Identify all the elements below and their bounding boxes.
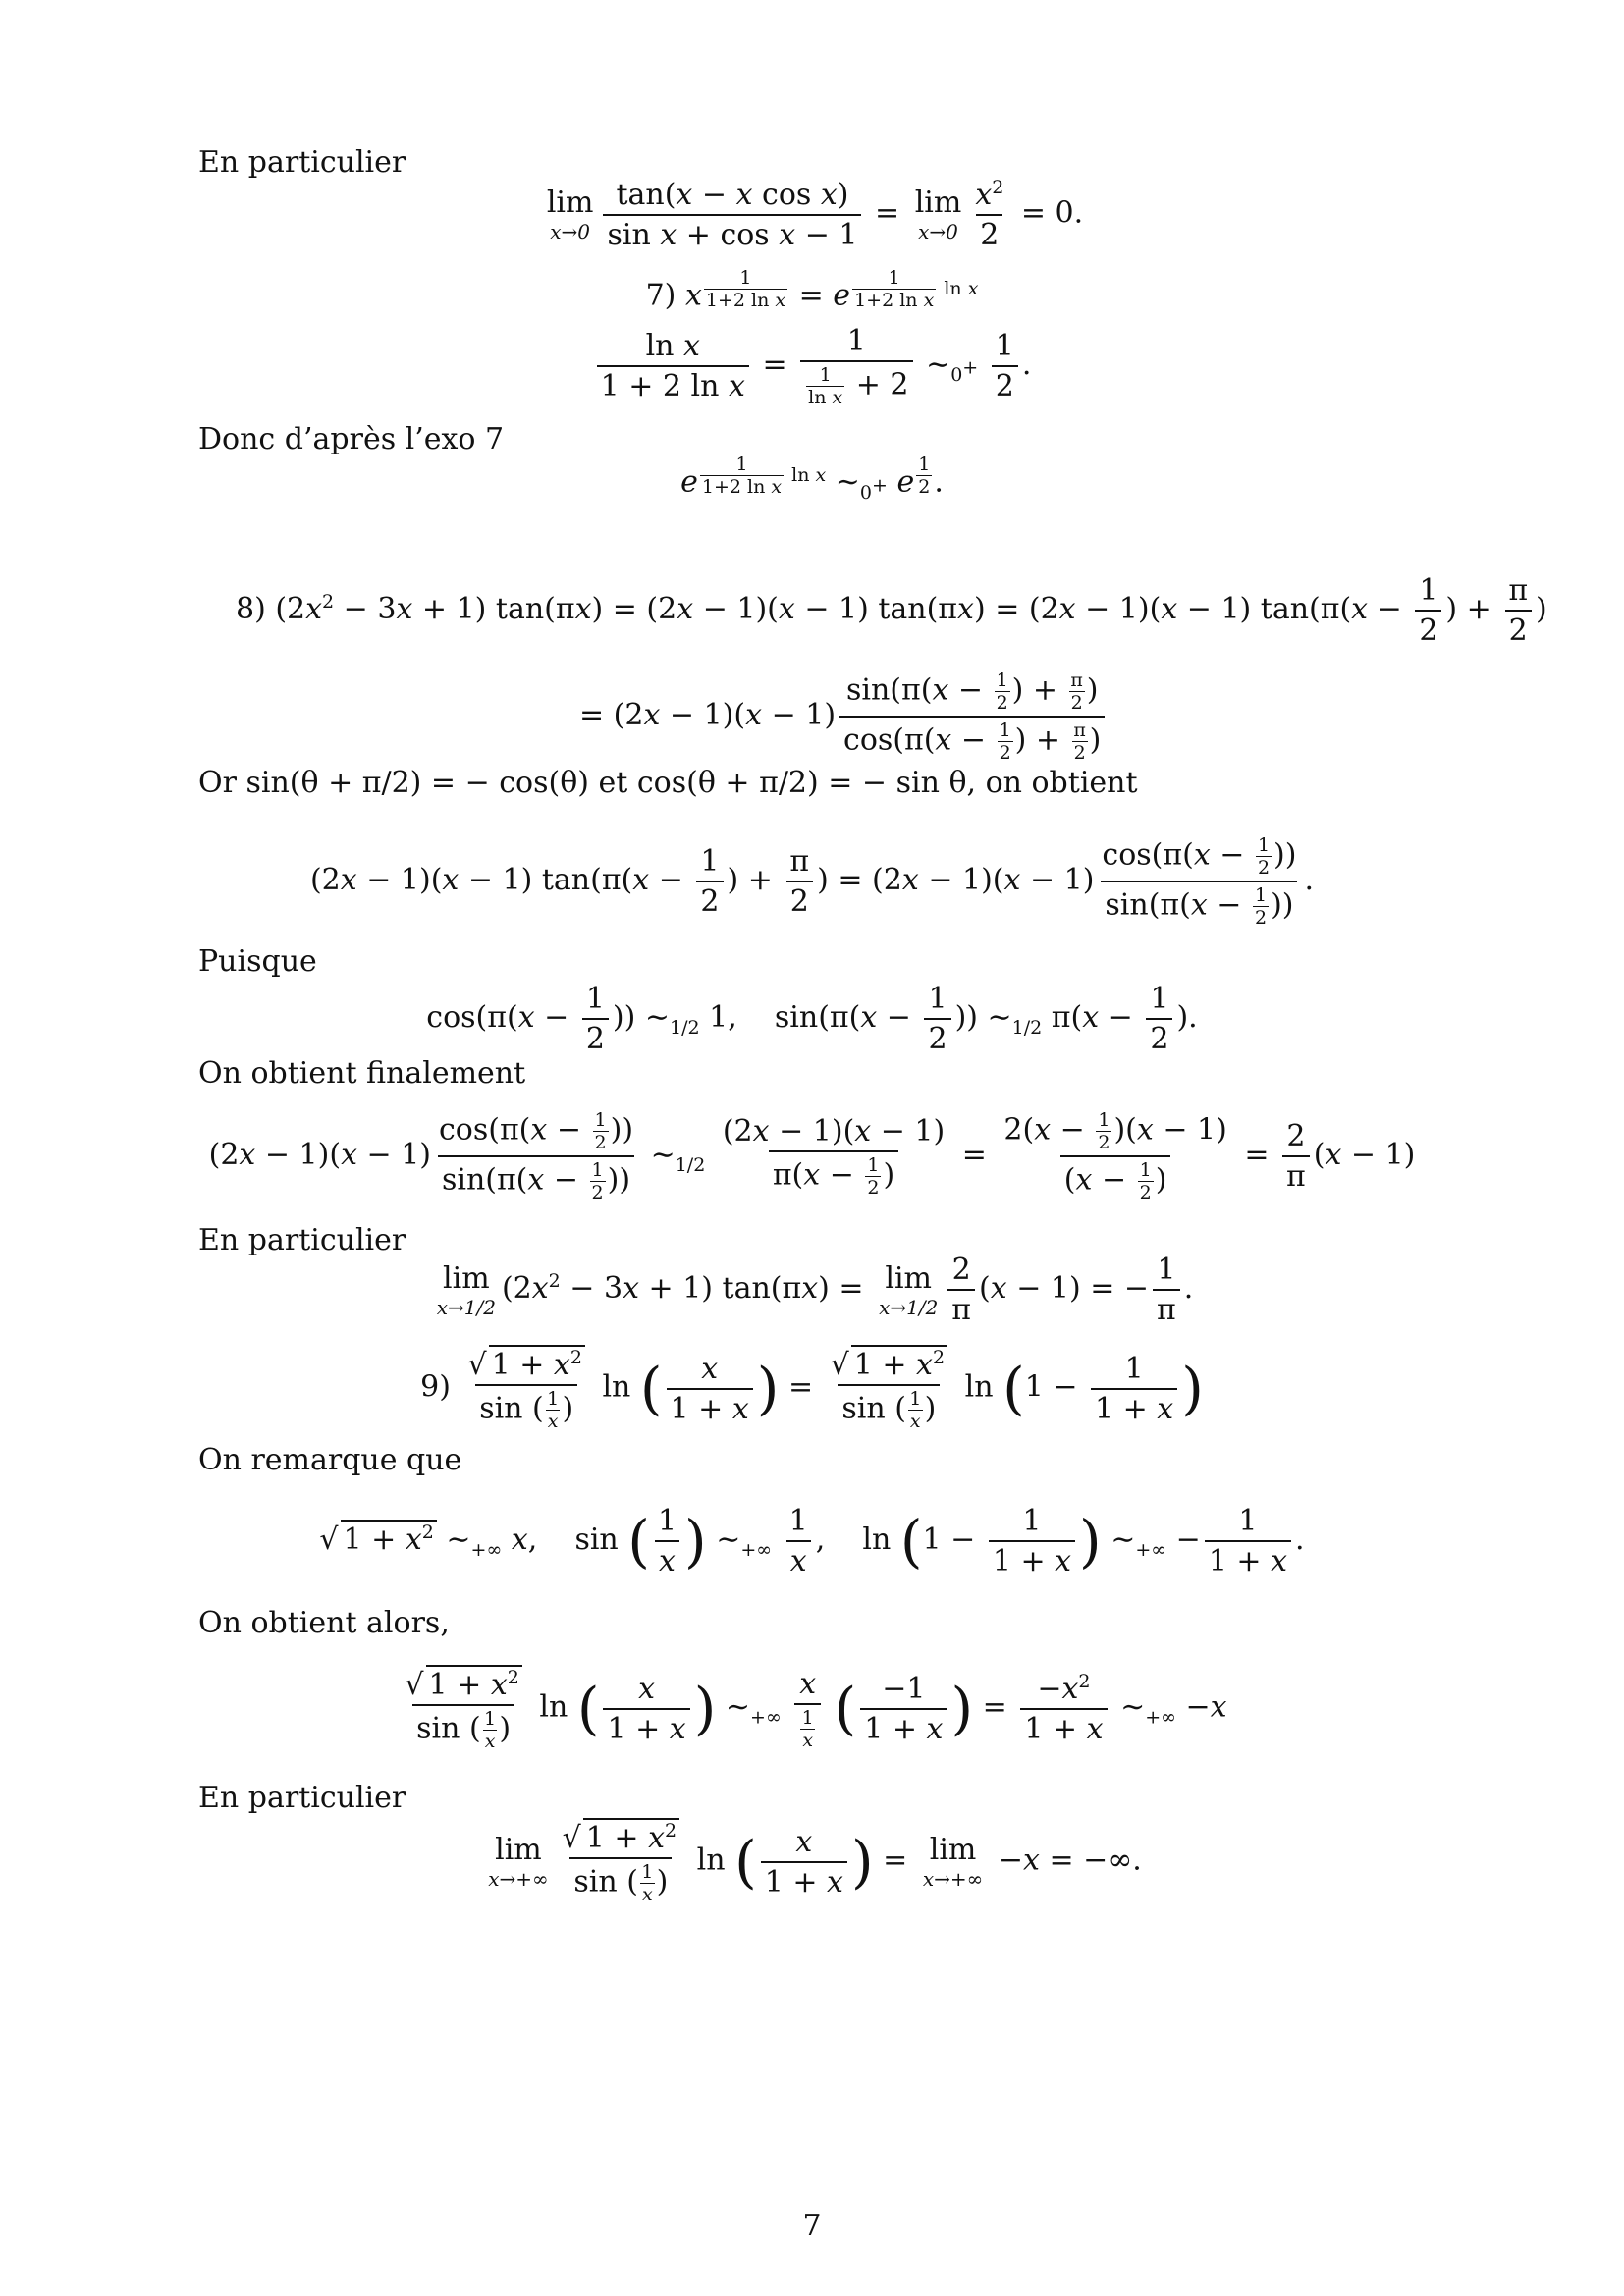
paragraph-on-obtient-alors: On obtient alors, (198, 1606, 450, 1640)
equation-limit-8: lim x→1/2 $(2x^2 - 3x + 1) \tan(\pi x)$ = lim x→1/2 $\frac{2}{\pi}$ (x − 1) = − $\frac{1}{\pi}$ . (436, 1253, 1194, 1327)
paragraph-en-particulier-2: En particulier (198, 1223, 406, 1257)
item-7-label: 7) (645, 278, 677, 313)
equation-ln-ratio: $\frac{\text{ln x}}{\text{1 + 2 ln x}}$ = 1 $\frac{1}{\text{ln x}}$ + 2 $\sim_{0^+}$ $\frac{1}{2}$ . (0, 324, 1624, 408)
paragraph-on-remarque: On remarque que (198, 1443, 462, 1477)
equation-item-7: 7) x $^{\frac{1}{\text{1+2 ln x}}}$ = e $^{\frac{1}{\text{1+2 ln x}} ln x}$ (645, 267, 979, 313)
paragraph-en-particulier-3: En particulier (198, 1781, 406, 1815)
equation-equiv-9: √ $1 + x^2$ sin ( $\frac{1}{x}$ ) ln ( $\frac{x}{1 + x}$ ) $\sim_{+\infty}$ $\frac{x}{\frac{1}{x}}$ ( $\frac{-1}{1 + x}$ ) = $\frac{-x^2}{1 + x}$ $\sim_{+\infty} -x$ (405, 1666, 1227, 1752)
page-number: 7 (802, 2209, 822, 2243)
equation-final-equiv: (2x − 1)(x − 1) cos(π(x − $\frac{1}{2}$ )) sin(π(x − $\frac{1}{2}$ )) $\sim_{1/2}$ (2x − 1)(x − 1) π(x − $\frac{1}{2}$ ) = 2(x − $\frac{1}{2}$ )(x − 1) (x − $\frac{1}{2}$ ) = $\frac{2}{\pi}$ (x − 1) (208, 1109, 1416, 1203)
equation-limit-9: lim x→+∞ √ $1 + x^2$ sin ( $\frac{1}{x}$ ) ln ( $\frac{x}{1 + x}$ ) = lim x→+∞ −x = −∞. (488, 1820, 1142, 1905)
equation-equivalents-9: √ $1 + x^2$ $\sim_{+\infty}$ x, sin ( $\frac{1}{x}$ ) $\sim_{+\infty}$ $\frac{1}{x}$ , ln (1 − $\frac{1}{1 + x}$ ) $\sim_{+\infty}$ − $\frac{1}{1 + x}$ . (319, 1504, 1305, 1578)
equation-item-9: 9) √ $1 + x^2$ sin ( $\frac{1}{x}$ ) ln ( $\frac{x}{1 + x}$ ) = √ $1 + x^2$ sin ( $\frac{1}{x}$ ) ln (1 − $\frac{1}{1 + x}$ ) (420, 1347, 1204, 1432)
equation-item-8-line1: 8) $(2x^2 - 3x + 1) \tan(\pi x) = (2x - 1)(x - 1) \tan(\pi x) = (2x - 1)(x - 1) \tan(\pi(x$ − $\frac{1}{2}$ ) + $\frac{\pi}{2}$ ) (236, 573, 1547, 648)
equation-cos-sin-equiv: cos(π(x − $\frac{1}{2}$ )) $\sim_{1/2}$ 1, sin(π(x − $\frac{1}{2}$ )) $\sim_{1/2}$ π(x − $\frac{1}{2}$ ). (426, 982, 1198, 1056)
equation-exp-equiv: e $^{\frac{1}{\text{1+2 ln x}} ln x}$ $\sim_{0^+}$ e $^{\frac{1}{2}}$ . (680, 454, 944, 504)
paragraph-donc-apres: Donc d’après l’exo 7 (198, 422, 505, 456)
equation-tan-rewrite: (2x − 1)(x − 1) tan(π(x − $\frac{1}{2}$ ) + $\frac{\pi}{2}$ ) = (2x − 1)(x − 1) cos(π(x − $\frac{1}{2}$ )) sin(π(x − $\frac{1}{2}$ )) . (309, 834, 1315, 929)
item-8-label: 8) (236, 592, 266, 626)
paragraph-on-obtient-finalement: On obtient finalement (198, 1056, 526, 1091)
equation-limit-6: lim x→0 $\frac{\text{tan(x − x cos x)}}{\text{sin x + cos x − 1}}$ = lim x→0 $\frac{x^2}{2}$ = 0. (546, 177, 1084, 252)
paragraph-puisque: Puisque (198, 944, 317, 979)
equation-item-8-line2: = (2x − 1)(x − 1) sin(π(x − $\frac{1}{2}$ ) + $\frac{\pi}{2}$ ) cos(π(x − $\frac{1}{2}$ ) + $\frac{\pi}{2}$ ) (579, 669, 1561, 764)
item-9-label: 9) (420, 1369, 451, 1405)
paragraph-or-sin: Or sin(θ + π/2) = − cos(θ) et cos(θ + π/2) = − sin θ, on obtient (198, 766, 1138, 800)
paragraph-en-particulier-1: En particulier (198, 145, 406, 180)
